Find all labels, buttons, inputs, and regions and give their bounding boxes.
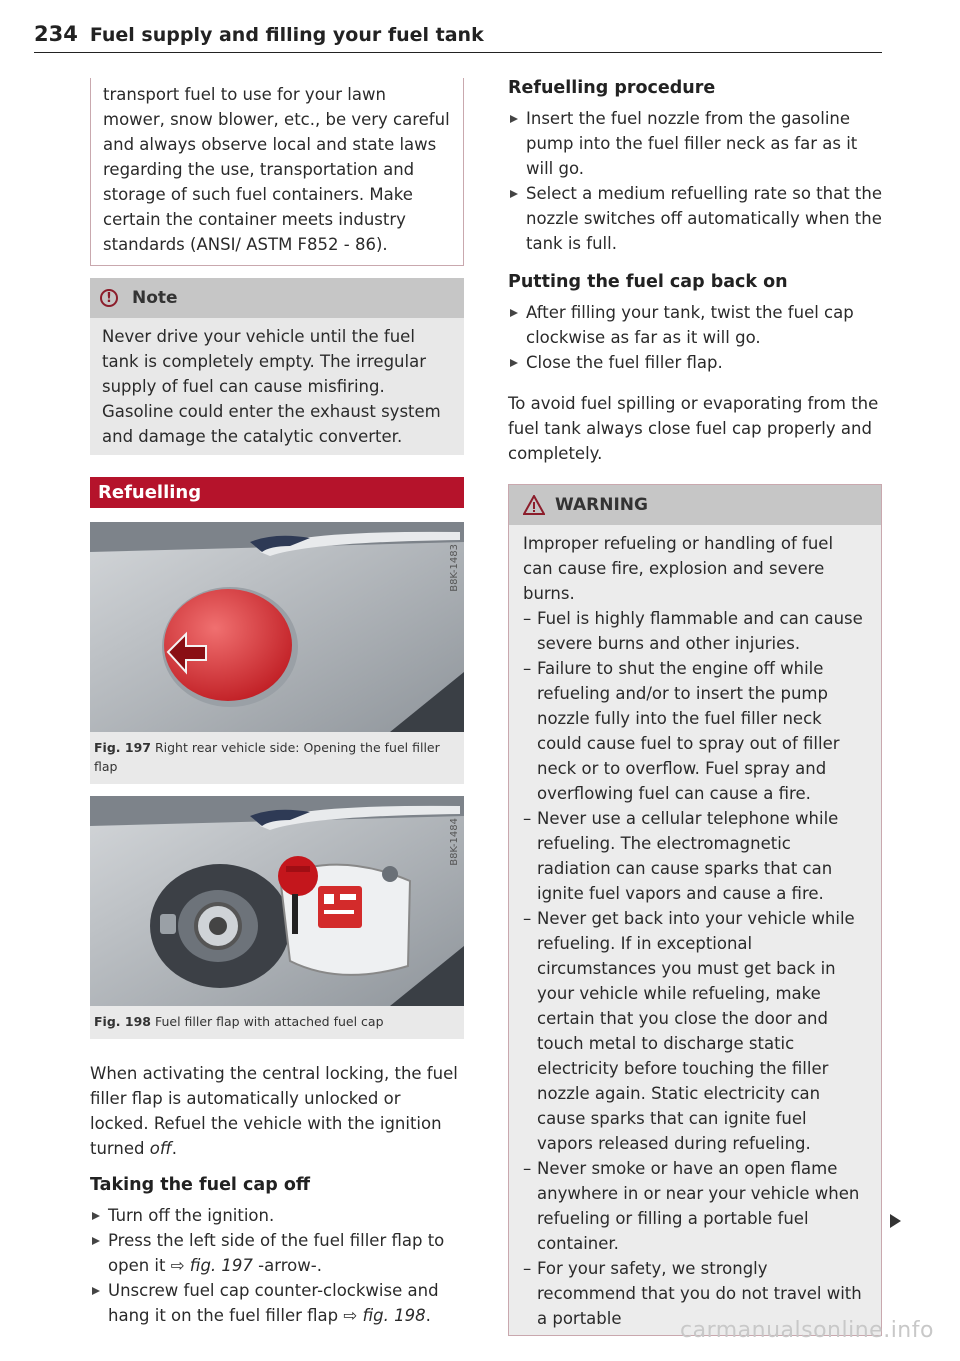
figure-197-code: B8K-1483 [449, 544, 460, 592]
list-item: Select a medium refuelling rate so that the nozzle switches off automatically when the tank is full. [508, 181, 882, 256]
taking-cap-off-steps [90, 1203, 464, 1328]
warning-body [509, 525, 881, 1335]
left-column [90, 78, 464, 1328]
page-header [34, 22, 882, 53]
central-locking-paragraph [90, 1061, 464, 1161]
fuel-flap-open-illustration [90, 796, 464, 1006]
section-heading-refuelling: Refuelling [90, 477, 464, 508]
intro-warning-continuation [90, 78, 464, 266]
figure-197-caption [90, 732, 464, 780]
warning-triangle-icon [523, 495, 545, 515]
central-locking-italic: off [149, 1139, 172, 1158]
list-item: After filling your tank, twist the fuel cap clockwise as far as it will go. [508, 300, 882, 350]
warning-intro: Improper refueling or handling of fuel can cause fire, explosion and severe burns. [523, 534, 834, 603]
step-tail: -arrow-. [252, 1256, 322, 1275]
warning-header [509, 485, 881, 525]
note-header [90, 278, 464, 318]
refuelling-procedure-heading: Refuelling procedure [508, 78, 716, 98]
warning-box [508, 484, 882, 1336]
list-item: – Never use a cellular telephone while refueling. The electromagnetic radiation can cause sparks that can ignite fuel vapors and cause a fire. [523, 806, 867, 906]
list-item: Close the fuel filler flap. [508, 350, 882, 375]
list-item: – Never get back into your vehicle while refueling. If in exceptional circumstances you must get back in your vehicle while refueling, make certain that you close the door and touch metal to discharge static electricity before touching the filler nozzle again. Static electricity can cause sparks that can ignite fuel vapors released during refueling. [523, 906, 867, 1156]
right-column [508, 78, 882, 1336]
list-item [90, 1278, 464, 1328]
figure-198 [90, 796, 464, 1039]
list-item: – Failure to shut the engine off while refueling and/or to insert the pump nozzle fully into the fuel filler neck could cause fuel to spray out of filler neck or to overflow. Fuel spray and overflowing fuel can cause a fire. [523, 656, 867, 806]
page-number: 234 [34, 22, 78, 46]
list-item: Insert the fuel nozzle from the gasoline pump into the fuel filler neck as far as it will go. [508, 106, 882, 181]
figure-197-illustration [90, 522, 464, 732]
putting-cap-back-steps [508, 300, 882, 375]
step-tail: . [425, 1306, 431, 1325]
figure-197-label: Fig. 197 [94, 740, 151, 755]
list-item: – For your safety, we strongly recommend that you do not travel with a portable [523, 1256, 867, 1331]
list-item: – Never smoke or have an open flame anywhere in or near your vehicle when refueling or filling a portable fuel container. [523, 1156, 867, 1256]
refuelling-procedure-steps [508, 106, 882, 256]
central-locking-text: When activating the central locking, the fuel filler flap is automatically unlocked or locked. Refuel the vehicle with the ignition turned [90, 1064, 458, 1158]
intro-text: transport fuel to use for your lawn mower, snow blower, etc., be very careful and always observe local and state laws regarding the use, transportation and storage of such fuel containers. Make certain the container meets industry standards (ANSI/ ASTM F852 - 86). [103, 85, 450, 254]
figure-197-caption-text: Right rear vehicle side: Opening the fuel filler flap [94, 740, 440, 774]
continue-arrow-icon [890, 1214, 901, 1228]
note-box [90, 278, 464, 455]
step-text: Press the left side of the fuel filler flap to open it [108, 1231, 445, 1275]
note-body: Never drive your vehicle until the fuel tank is completely empty. The irregular supply of fuel can cause misfiring. Gasoline could enter the exhaust system and damage the catalytic converter. [102, 327, 441, 446]
figure-198-caption-text: Fuel filler flap with attached fuel cap [154, 1014, 384, 1029]
figure-198-illustration [90, 796, 464, 1006]
figure-198-label: Fig. 198 [94, 1014, 151, 1029]
putting-cap-back-heading: Putting the fuel cap back on [508, 272, 788, 292]
chapter-title: Fuel supply and filling your fuel tank [89, 24, 484, 46]
list-item [90, 1228, 464, 1278]
warning-title: WARNING [555, 495, 648, 515]
fuel-flap-closed-illustration [90, 522, 464, 732]
avoid-spilling-paragraph: To avoid fuel spilling or evaporating from the fuel tank always close fuel cap properly and completely. [508, 394, 879, 463]
step-text: Unscrew fuel cap counter-clockwise and hang it on the fuel filler flap [108, 1281, 439, 1325]
fig-198-reference-link[interactable]: ⇨ fig. 198 [343, 1306, 426, 1325]
note-title: Note [132, 288, 178, 308]
note-icon: ! [100, 289, 118, 307]
figure-198-caption [90, 1006, 464, 1035]
list-item: Turn off the ignition. [90, 1203, 464, 1228]
watermark: carmanualsonline.info [680, 1318, 934, 1343]
fig-197-reference-link[interactable]: ⇨ fig. 197 [170, 1256, 253, 1275]
figure-197 [90, 522, 464, 784]
taking-cap-off-heading: Taking the fuel cap off [90, 1175, 311, 1195]
figure-198-code: B8K-1484 [449, 818, 460, 866]
list-item: – Fuel is highly flammable and can cause severe burns and other injuries. [523, 606, 867, 656]
central-locking-period: . [171, 1139, 178, 1158]
warning-list [523, 606, 867, 1331]
